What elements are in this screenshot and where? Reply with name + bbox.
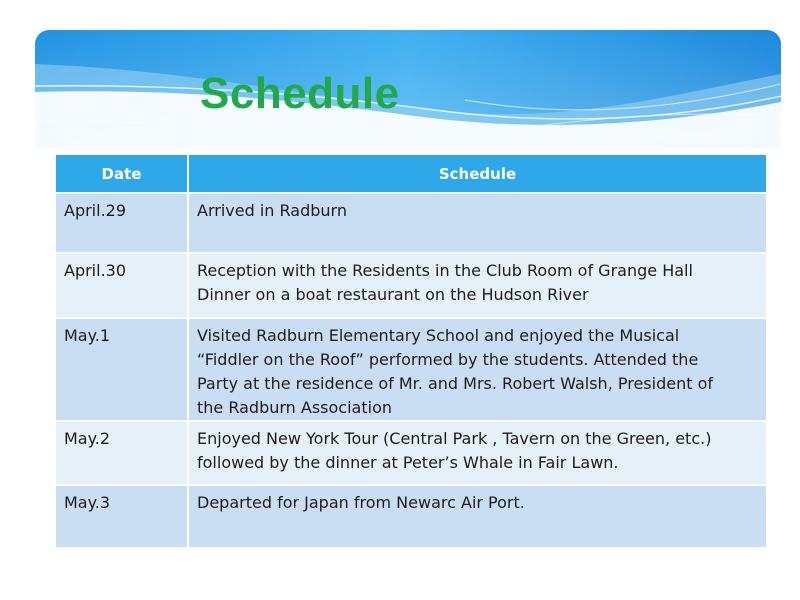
event-line: Enjoyed New York Tour (Central Park , Tavern on the Green, etc.)	[197, 429, 712, 448]
event-line: Departed for Japan from Newarc Air Port.	[197, 493, 525, 512]
table-header-row	[56, 155, 766, 193]
date-cell: May.1	[56, 318, 188, 421]
table-row	[56, 193, 766, 253]
column-header-date: Date	[56, 155, 188, 193]
schedule-table	[56, 155, 766, 547]
event-line: Dinner on a boat restaurant on the Hudson River	[197, 285, 589, 304]
event-cell	[188, 318, 766, 421]
event-line: “Fiddler on the Roof” performed by the students. Attended the	[197, 350, 699, 369]
wave-decoration	[35, 30, 781, 148]
column-header-schedule: Schedule	[188, 155, 766, 193]
event-cell	[188, 253, 766, 318]
page-title: Schedule	[200, 69, 400, 118]
table-row	[56, 253, 766, 318]
table-row	[56, 421, 766, 485]
event-line: Visited Radburn Elementary School and enjoyed the Musical	[197, 326, 680, 345]
event-cell	[188, 485, 766, 547]
date-cell: May.3	[56, 485, 188, 547]
table-row	[56, 485, 766, 547]
event-line: the Radburn Association	[197, 398, 392, 417]
date-cell: April.30	[56, 253, 188, 318]
event-cell	[188, 421, 766, 485]
header-banner	[35, 30, 781, 148]
table-row	[56, 318, 766, 421]
event-line: Reception with the Residents in the Club Room of Grange Hall	[197, 261, 693, 280]
date-cell: May.2	[56, 421, 188, 485]
event-line: Arrived in Radburn	[197, 201, 347, 220]
event-line: Party at the residence of Mr. and Mrs. Robert Walsh, President of	[197, 374, 713, 393]
event-cell	[188, 193, 766, 253]
date-cell: April.29	[56, 193, 188, 253]
event-line: followed by the dinner at Peter’s Whale in Fair Lawn.	[197, 453, 619, 472]
